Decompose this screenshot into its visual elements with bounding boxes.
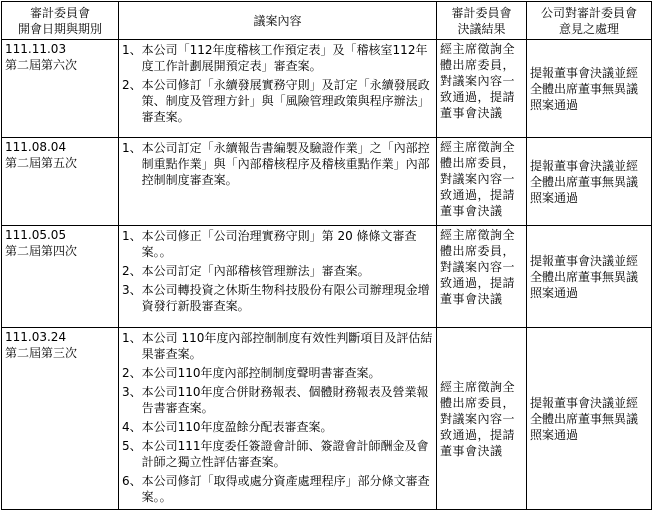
meeting-session: 第二屆第三次 [5, 346, 78, 360]
proposal-item: 6、 本公司修訂「取得或處分資產處理程序」部分條文審查案。。 [122, 474, 430, 504]
meeting-date: 111.03.24 [5, 330, 67, 344]
proposal-item: 3、 本公司110年度合併財務報表、個體財務報表及營業報告書審查案。 [122, 385, 429, 415]
proposal-cell [119, 226, 437, 328]
proposal-item: 2、 本公司訂定「內部稽核管理辦法」審查案。 [122, 264, 370, 278]
meeting-session: 第二屆第六次 [5, 58, 78, 72]
meeting-cell [2, 226, 119, 328]
table-row [2, 40, 652, 138]
meeting-date: 111.08.04 [5, 140, 67, 154]
meeting-cell [2, 328, 119, 510]
resolution-cell: 經主席徵詢全體出席委員，對議案內容一致通過，提請董事會決議 [437, 138, 527, 226]
table-row [2, 138, 652, 226]
resolution-cell: 經主席徵詢全體出席委員，對議案內容一致通過，提請董事會決議 [437, 40, 527, 138]
proposal-cell [119, 40, 437, 138]
meeting-date: 111.11.03 [5, 42, 67, 56]
handling-cell: 提報董事會決議並經全體出席董事無異議照案通過 [527, 226, 652, 328]
handling-cell: 提報董事會決議並經全體出席董事無異議照案通過 [527, 40, 652, 138]
header-proposal: 議案內容 [119, 2, 437, 40]
proposal-item: 5、 本公司111年度委任簽證會計師、簽證會計師酬金及會計師之獨立性評估審查案。 [122, 439, 429, 469]
header-meeting-date: 審計委員會 開會日期與期別 [2, 2, 119, 40]
meeting-session: 第二屆第四次 [5, 244, 78, 258]
audit-committee-table [1, 1, 652, 510]
header-handling: 公司對審計委員會 意見之處理 [527, 2, 652, 40]
proposal-item: 1、 本公司 110年度內部控制制度有效性判斷項目及評估結果審查案。 [122, 331, 433, 361]
proposal-item: 2、 本公司110年度內部控制制度聲明書審查案。 [122, 366, 381, 380]
header-resolution: 審計委員會 決議結果 [437, 2, 527, 40]
table-row [2, 328, 652, 510]
proposal-item: 2、 本公司修訂「永續發展實務守則」及訂定「永續發展政策、制度及管理方針」與「風險管理政策與程序辦法」審查案。 [122, 78, 430, 124]
resolution-cell: 經主席徵詢全體出席委員，對議案內容一致通過，提請董事會決議 [437, 226, 527, 328]
proposal-item: 3、 本公司轉投資之休斯生物科技股份有限公司辦理現金增資發行新股審查案。 [122, 283, 430, 313]
meeting-session: 第二屆第五次 [5, 156, 78, 170]
proposal-item: 4、 本公司110年度盈餘分配表審查案。 [122, 420, 333, 434]
handling-cell: 提報董事會決議並經全體出席董事無異議照案通過 [527, 138, 652, 226]
proposal-item: 1、 本公司修正「公司治理實務守則」第 20 條條文審查案。。 [122, 229, 417, 259]
handling-cell: 提報董事會決議並經全體出席董事無異議照案通過 [527, 328, 652, 510]
proposal-cell [119, 138, 437, 226]
meeting-cell [2, 40, 119, 138]
meeting-cell [2, 138, 119, 226]
header-row [2, 2, 652, 40]
proposal-item: 1、 本公司訂定「永續報告書編製及驗證作業」之「內部控制重點作業」與「內部稽核程序及稽核重點作業」內部控制制度審查案。 [122, 141, 430, 187]
proposal-cell [119, 328, 437, 510]
meeting-date: 111.05.05 [5, 228, 67, 242]
proposal-item: 1、 本公司「112年度稽核工作預定表」及「稽核室112年度工作計劃展開預定表」審查案。 [122, 43, 428, 73]
resolution-cell: 經主席徵詢全體出席委員，對議案內容一致通過，提請董事會決議 [437, 328, 527, 510]
table-row [2, 226, 652, 328]
